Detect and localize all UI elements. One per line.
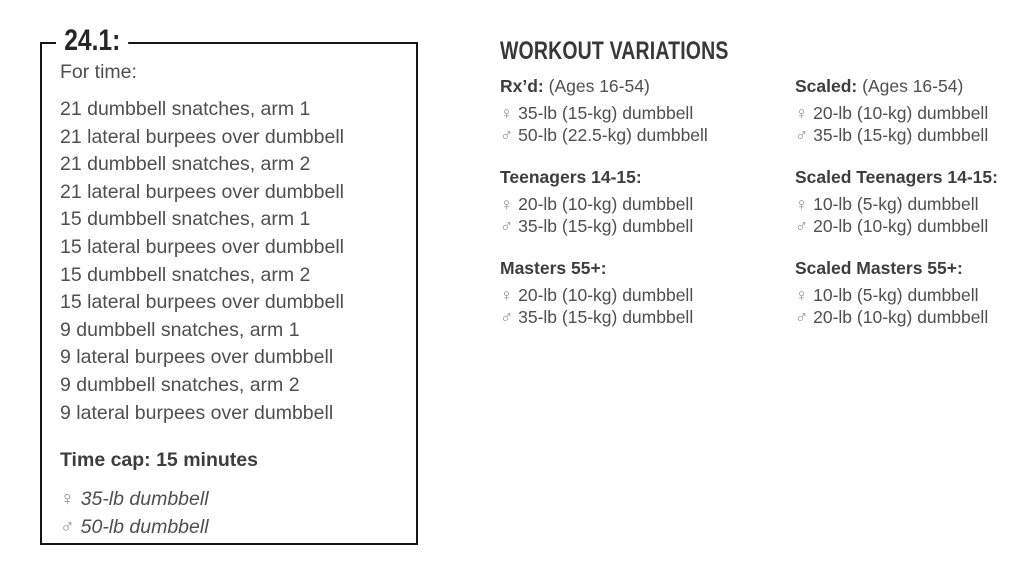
variation-ages: (Ages 16-54) (857, 76, 964, 96)
female-icon: ♀ (60, 488, 75, 511)
variation-group-masters (500, 257, 795, 328)
variation-title (795, 166, 1024, 188)
variation-male-weight: 20-lb (10-kg) dumbbell (813, 306, 989, 327)
movement-line: 15 lateral burpees over dumbbell (60, 291, 345, 314)
female-icon: ♀ (795, 194, 809, 214)
variation-male-line (795, 125, 1024, 147)
variation-ages: (Ages 16-54) (543, 76, 650, 96)
variation-female-line (795, 194, 1024, 216)
time-cap: Time cap: 15 minutes (60, 449, 258, 472)
variation-male-line (500, 307, 795, 329)
weights-block (60, 486, 398, 541)
movement-line: 15 dumbbell snatches, arm 2 (60, 263, 311, 286)
variation-male-line (795, 307, 1024, 329)
movement-line: 9 dumbbell snatches, arm 2 (60, 373, 300, 396)
male-weight: 50-lb dumbbell (80, 515, 209, 538)
variation-title-label: Scaled Teenagers 14-15: (795, 167, 998, 187)
variation-title-label: Masters 55+: (500, 258, 607, 278)
female-icon: ♀ (795, 103, 809, 123)
female-icon: ♀ (500, 285, 514, 305)
female-icon: ♀ (795, 285, 809, 305)
movement-line: 21 dumbbell snatches, arm 2 (60, 153, 311, 176)
female-icon: ♀ (500, 103, 514, 123)
male-icon: ♂ (500, 124, 514, 145)
variation-male-weight: 35-lb (15-kg) dumbbell (518, 306, 694, 327)
workout-variations-section (500, 38, 1024, 328)
variations-heading: WORKOUT VARIATIONS (500, 37, 729, 65)
workout-description-box (40, 24, 418, 545)
variation-group-scaled-teenagers (795, 166, 1024, 237)
variation-female-weight: 20-lb (10-kg) dumbbell (518, 285, 694, 305)
variation-group-teenagers (500, 166, 795, 237)
variation-title (500, 166, 795, 188)
variation-female-line (795, 285, 1024, 307)
variation-female-line (500, 285, 795, 307)
variation-male-weight: 50-lb (22.5-kg) dumbbell (518, 124, 708, 145)
male-icon: ♂ (500, 215, 514, 236)
workout-title: 24.1: (56, 24, 128, 58)
variation-title (795, 75, 1024, 97)
variation-grid (500, 75, 1024, 328)
movement-line: 21 lateral burpees over dumbbell (60, 125, 345, 148)
variation-female-weight: 10-lb (5-kg) dumbbell (813, 285, 979, 305)
variation-group-rxd (500, 75, 795, 146)
male-weight-line (60, 514, 398, 542)
variation-title-label: Rx’d: (500, 76, 544, 96)
variation-female-line (795, 103, 1024, 125)
female-weight-line (60, 486, 398, 514)
variation-male-weight: 20-lb (10-kg) dumbbell (813, 215, 989, 236)
male-icon: ♂ (795, 215, 809, 236)
male-icon: ♂ (500, 306, 514, 327)
variation-female-weight: 35-lb (15-kg) dumbbell (518, 103, 694, 123)
movement-line: 15 lateral burpees over dumbbell (60, 235, 345, 258)
variation-male-line (500, 216, 795, 238)
female-icon: ♀ (500, 194, 514, 214)
movement-line: 21 lateral burpees over dumbbell (60, 180, 345, 203)
male-icon: ♂ (795, 306, 809, 327)
variation-title (500, 75, 795, 97)
variation-female-line (500, 194, 795, 216)
movement-line: 9 lateral burpees over dumbbell (60, 346, 334, 369)
variation-group-scaled-masters (795, 257, 1024, 328)
male-icon: ♂ (60, 515, 75, 538)
male-icon: ♂ (795, 124, 809, 145)
variation-male-weight: 35-lb (15-kg) dumbbell (518, 215, 694, 236)
variation-male-line (500, 125, 795, 147)
workout-description (42, 58, 416, 541)
variation-title-label: Scaled: (795, 76, 858, 96)
variation-female-weight: 20-lb (10-kg) dumbbell (518, 194, 694, 214)
variation-male-line (795, 216, 1024, 238)
movement-line: 9 dumbbell snatches, arm 1 (60, 318, 300, 341)
variation-title-label: Scaled Masters 55+: (795, 258, 963, 278)
movement-line: 15 dumbbell snatches, arm 1 (60, 208, 311, 231)
movement-list (60, 96, 398, 427)
workout-intro: For time: (60, 61, 137, 83)
variation-title (795, 257, 1024, 279)
variation-male-weight: 35-lb (15-kg) dumbbell (813, 124, 989, 145)
variation-female-line (500, 103, 795, 125)
variation-title (500, 257, 795, 279)
movement-line: 21 dumbbell snatches, arm 1 (60, 98, 311, 120)
variation-female-weight: 20-lb (10-kg) dumbbell (813, 103, 989, 123)
variation-title-label: Teenagers 14-15: (500, 167, 642, 187)
variation-female-weight: 10-lb (5-kg) dumbbell (813, 194, 979, 214)
movement-line: 9 lateral burpees over dumbbell (60, 401, 334, 424)
variation-group-scaled (795, 75, 1024, 146)
female-weight: 35-lb dumbbell (80, 488, 209, 511)
